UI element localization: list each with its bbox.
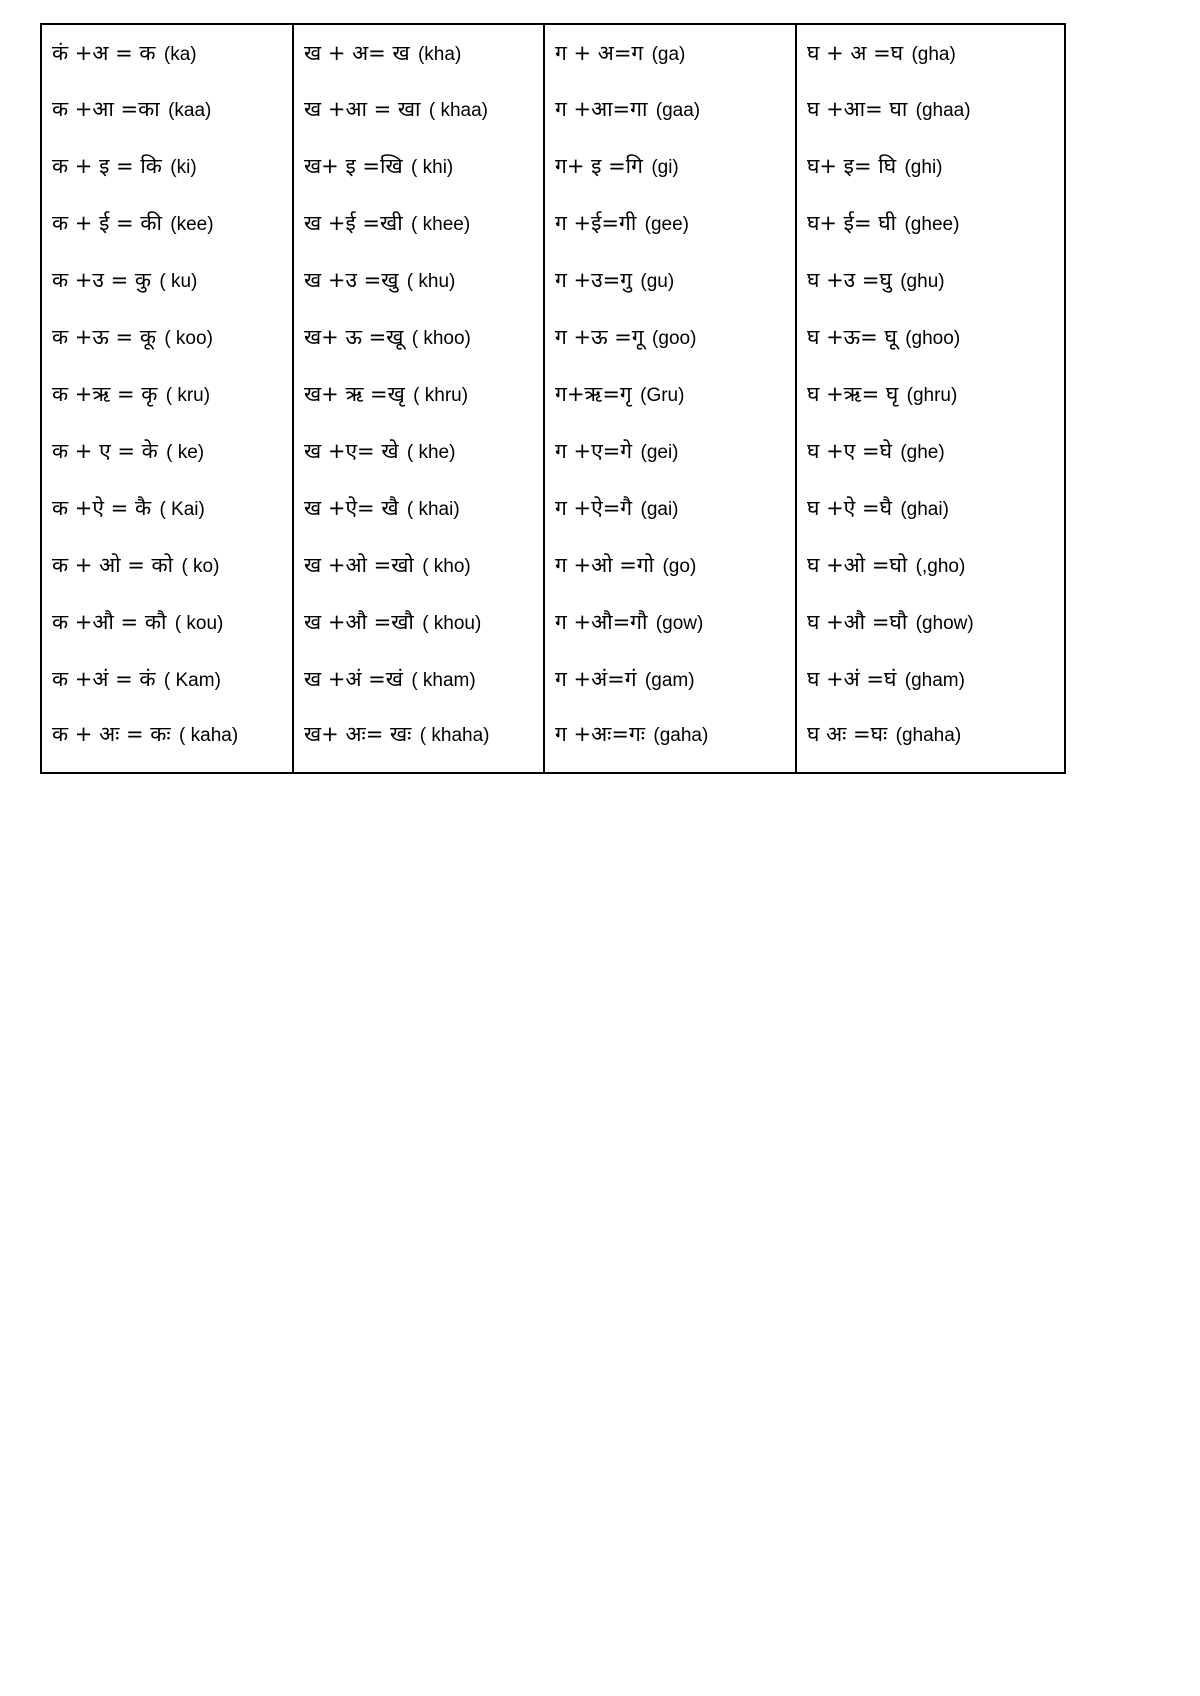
cell-ga-13: [544, 708, 796, 773]
transliteration: ( khee): [411, 214, 471, 235]
transliteration: (gow): [655, 613, 704, 634]
transliteration: ( khai): [406, 499, 460, 520]
transliteration: ( Kai): [159, 499, 205, 520]
devanagari-combination: घ +ऐ =घै: [807, 496, 892, 520]
cell-ka-11: [41, 594, 293, 651]
cell-gha-8: [796, 423, 1065, 480]
devanagari-combination: घ +अं =घं: [807, 667, 897, 691]
table-row: [41, 366, 1065, 423]
transliteration: (go): [662, 556, 697, 577]
devanagari-combination: घ +ओ =घो: [807, 553, 908, 577]
devanagari-combination: ख +ई =खी: [304, 211, 403, 235]
devanagari-combination: ग +अः=गः: [555, 722, 646, 746]
transliteration: (gaha): [653, 725, 709, 746]
table-row: [41, 423, 1065, 480]
devanagari-combination: ग +अं=गं: [555, 667, 637, 691]
transliteration: (kee): [170, 214, 214, 235]
transliteration: (gi): [651, 157, 679, 178]
devanagari-combination: ग +आ=गा: [555, 97, 648, 121]
cell-kha-13: [293, 708, 544, 773]
transliteration: (gee): [644, 214, 689, 235]
transliteration: ( khaha): [419, 725, 490, 746]
transliteration: (ghe): [900, 442, 945, 463]
transliteration: (ghi): [904, 157, 943, 178]
transliteration: (ghee): [904, 214, 960, 235]
cell-ga-7: [544, 366, 796, 423]
transliteration: (ghu): [900, 271, 945, 292]
devanagari-combination: क +औ = कौ: [52, 610, 167, 634]
transliteration: (gu): [640, 271, 675, 292]
table-row: [41, 195, 1065, 252]
table-row: [41, 708, 1065, 773]
table-row: [41, 309, 1065, 366]
cell-kha-11: [293, 594, 544, 651]
devanagari-combination: घ +आ= घा: [807, 97, 908, 121]
table-row: [41, 138, 1065, 195]
devanagari-combination: क +ऊ = कू: [52, 325, 156, 349]
cell-ka-4: [41, 195, 293, 252]
transliteration: (ga): [651, 43, 686, 65]
devanagari-combination: क +अं = कं: [52, 667, 156, 691]
transliteration: (gai): [640, 499, 679, 520]
devanagari-combination: ख+ इ =खि: [304, 154, 403, 178]
cell-ka-12: [41, 651, 293, 708]
cell-ga-12: [544, 651, 796, 708]
devanagari-combination: ख + अ= ख: [304, 40, 410, 65]
table-row: [41, 480, 1065, 537]
devanagari-combination: घ +ऊ= घू: [807, 325, 897, 349]
devanagari-combination: ख +ऐ= खै: [304, 496, 399, 520]
devanagari-combination: ग+ इ =गि: [555, 154, 643, 178]
transliteration: (ki): [170, 157, 197, 178]
cell-gha-1: [796, 24, 1065, 81]
transliteration: (ghru): [906, 385, 958, 406]
devanagari-combination: ग +ऊ =गू: [555, 325, 644, 349]
devanagari-combination: ख+ ऊ =खू: [304, 325, 404, 349]
cell-ga-6: [544, 309, 796, 366]
devanagari-combination: घ +उ =घु: [807, 268, 892, 292]
devanagari-combination: घ+ ई= घी: [807, 211, 897, 235]
devanagari-combination: घ + अ =घ: [807, 40, 904, 65]
transliteration: (ghai): [900, 499, 949, 520]
cell-ga-2: [544, 81, 796, 138]
transliteration: ( Kam): [163, 670, 221, 691]
transliteration: ( ko): [181, 556, 220, 577]
transliteration: ( khe): [406, 442, 456, 463]
cell-ka-10: [41, 537, 293, 594]
cell-ka-3: [41, 138, 293, 195]
table-row: [41, 252, 1065, 309]
cell-ka-2: [41, 81, 293, 138]
devanagari-combination: ग+ऋ=गृ: [555, 382, 632, 406]
devanagari-combination: ख +ओ =खो: [304, 553, 414, 577]
table-row: [41, 24, 1065, 81]
table-body: [41, 24, 1065, 773]
cell-ga-10: [544, 537, 796, 594]
transliteration: (,gho): [915, 556, 966, 577]
transliteration: (ka): [163, 43, 197, 65]
transliteration: ( kou): [174, 613, 224, 634]
cell-kha-4: [293, 195, 544, 252]
devanagari-combination: ख +उ =खु: [304, 268, 399, 292]
devanagari-combination: ग +ऐ=गै: [555, 496, 633, 520]
table-row: [41, 651, 1065, 708]
cell-kha-6: [293, 309, 544, 366]
cell-gha-12: [796, 651, 1065, 708]
devanagari-combination: कं +अ = क: [52, 40, 156, 65]
cell-ka-5: [41, 252, 293, 309]
devanagari-combination: क +आ =का: [52, 97, 160, 121]
devanagari-combination: घ +औ =घौ: [807, 610, 908, 634]
devanagari-combination: घ +ए =घे: [807, 439, 892, 463]
devanagari-combination: क + ई = की: [52, 211, 162, 235]
table-row: [41, 594, 1065, 651]
cell-ga-9: [544, 480, 796, 537]
cell-kha-5: [293, 252, 544, 309]
transliteration: (Gru): [640, 385, 685, 406]
cell-kha-1: [293, 24, 544, 81]
cell-kha-7: [293, 366, 544, 423]
cell-kha-10: [293, 537, 544, 594]
cell-ka-1: [41, 24, 293, 81]
transliteration: ( khou): [422, 613, 482, 634]
cell-kha-9: [293, 480, 544, 537]
cell-ga-4: [544, 195, 796, 252]
devanagari-combination: ख +आ = खा: [304, 97, 421, 121]
cell-ga-5: [544, 252, 796, 309]
transliteration: (ghoo): [905, 328, 961, 349]
transliteration: (gha): [911, 43, 956, 65]
transliteration: ( kaha): [179, 725, 239, 746]
cell-gha-6: [796, 309, 1065, 366]
transliteration: ( khru): [413, 385, 469, 406]
devanagari-combination: क + ओ = को: [52, 553, 174, 577]
cell-ga-8: [544, 423, 796, 480]
cell-ga-3: [544, 138, 796, 195]
transliteration: ( kham): [411, 670, 476, 691]
cell-gha-4: [796, 195, 1065, 252]
cell-kha-12: [293, 651, 544, 708]
cell-gha-5: [796, 252, 1065, 309]
cell-gha-2: [796, 81, 1065, 138]
devanagari-combination: ग +ए=गे: [555, 439, 633, 463]
devanagari-combination: घ अः =घः: [807, 722, 888, 746]
transliteration: (gam): [644, 670, 695, 691]
transliteration: ( kru): [165, 385, 211, 406]
devanagari-combination: ग +ओ =गो: [555, 553, 655, 577]
devanagari-combination: क +ऋ = कृ: [52, 382, 158, 406]
table-row: [41, 81, 1065, 138]
cell-ka-7: [41, 366, 293, 423]
devanagari-combination: ख +अं =खं: [304, 667, 403, 691]
transliteration: (gei): [640, 442, 679, 463]
devanagari-combination: क +ऐ = कै: [52, 496, 152, 520]
cell-gha-9: [796, 480, 1065, 537]
devanagari-combination: ग +ई=गी: [555, 211, 637, 235]
devanagari-combination: ग +उ=गु: [555, 268, 633, 292]
transliteration: ( khi): [411, 157, 454, 178]
devanagari-combination: ग + अ=ग: [555, 40, 644, 65]
cell-ka-8: [41, 423, 293, 480]
cell-gha-10: [796, 537, 1065, 594]
transliteration: (ghaa): [915, 100, 971, 121]
cell-ga-1: [544, 24, 796, 81]
cell-ga-11: [544, 594, 796, 651]
table-row: [41, 537, 1065, 594]
devanagari-combination: क + अः = कः: [52, 722, 171, 746]
devanagari-combination: क + ए = के: [52, 439, 158, 463]
cell-kha-2: [293, 81, 544, 138]
barakhadi-table: [40, 23, 1066, 774]
transliteration: (ghow): [915, 613, 974, 634]
devanagari-combination: ख +औ =खौ: [304, 610, 414, 634]
cell-gha-3: [796, 138, 1065, 195]
devanagari-combination: ख +ए= खे: [304, 439, 399, 463]
devanagari-combination: घ+ इ= घि: [807, 154, 897, 178]
transliteration: ( khu): [406, 271, 456, 292]
transliteration: (kha): [417, 43, 462, 65]
transliteration: (ghaha): [895, 725, 962, 746]
cell-gha-13: [796, 708, 1065, 773]
transliteration: ( kho): [422, 556, 471, 577]
cell-gha-11: [796, 594, 1065, 651]
transliteration: ( khaa): [428, 100, 488, 121]
transliteration: ( ke): [166, 442, 205, 463]
devanagari-combination: ख+ अः= खः: [304, 722, 412, 746]
cell-ka-6: [41, 309, 293, 366]
cell-ka-13: [41, 708, 293, 773]
transliteration: (goo): [652, 328, 697, 349]
transliteration: ( koo): [164, 328, 213, 349]
transliteration: (gham): [904, 670, 965, 691]
cell-kha-3: [293, 138, 544, 195]
devanagari-combination: घ +ऋ= घृ: [807, 382, 899, 406]
devanagari-combination: ख+ ऋ =खृ: [304, 382, 405, 406]
transliteration: (kaa): [168, 100, 212, 121]
transliteration: (gaa): [655, 100, 701, 121]
devanagari-combination: क +उ = कु: [52, 268, 151, 292]
transliteration: ( khoo): [411, 328, 471, 349]
transliteration: ( ku): [159, 271, 198, 292]
cell-gha-7: [796, 366, 1065, 423]
devanagari-combination: ग +औ=गौ: [555, 610, 648, 634]
cell-ka-9: [41, 480, 293, 537]
devanagari-combination: क + इ = कि: [52, 154, 162, 178]
cell-kha-8: [293, 423, 544, 480]
